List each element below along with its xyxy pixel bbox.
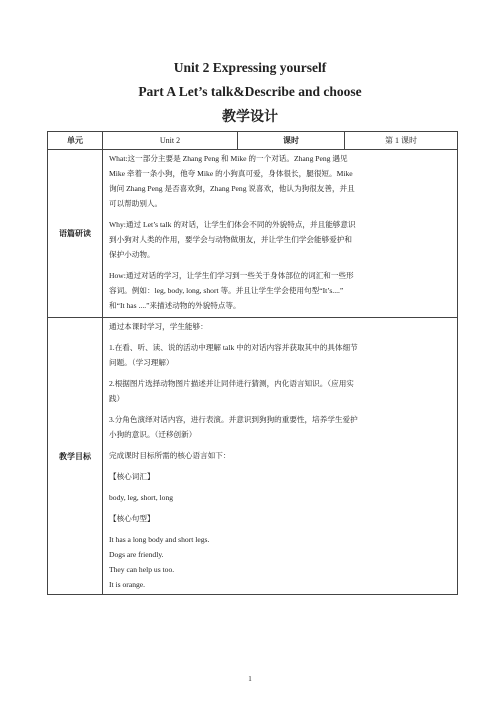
vocab-heading: 【核心词汇】 [109,472,155,481]
analysis-how-3: 和“It has ....”来描述动物的外貌特点等。 [109,301,241,310]
unit-value: Unit 2 [103,132,238,150]
analysis-what-3: 询问 Zhang Peng 是否喜欢狗，Zhang Peng 说喜欢，他认为狗很友善，并且 [109,184,355,193]
objective-1-line-1: 1.在看、听、读、说的活动中理解 talk 中的对话内容并获取其中的具体细节 [109,343,358,352]
analysis-what-4: 可以帮助别人。 [109,199,163,208]
lesson-plan-table [47,131,458,595]
unit-label: 单元 [48,132,103,150]
header-row [48,132,458,150]
title-unit: Unit 2 Expressing yourself [173,60,327,75]
analysis-what-1: What:这一部分主要是 Zhang Peng 和 Mike 的一个对话。Zhang Peng 遇见 [109,154,348,163]
objectives-label: 教学目标 [48,318,103,595]
analysis-why-2: 到小狗对人类的作用，要学会与动物做朋友，并让学生们学会能够爱护和 [109,235,352,244]
title-part: Part A Let’s talk&Describe and choose [138,84,362,99]
core-language-intro: 完成课时目标所需的核心语言如下： [109,451,231,460]
sentence-2: Dogs are friendly. [109,550,164,559]
objective-3-line-2: 小狗的意识。（迁移创新） [109,430,197,439]
objective-2-line-1: 2.根据图片选择动物图片描述并让同伴进行猜测，内化语言知识。（应用实 [109,379,354,388]
objective-2-line-2: 践） [109,394,125,403]
analysis-how-2: 容词。例如：leg, body, long, short 等。并且让学生学会使用句型“It’s....” [109,286,344,295]
objectives-content [103,318,458,595]
analysis-why-1: Why:通过 Let’s talk 的对话，让学生们体会不同的外貌特点，并且能够意识 [109,220,356,229]
sentence-heading: 【核心句型】 [109,514,155,523]
sentence-4: It is orange. [109,580,146,589]
objective-3-line-1: 3.分角色演绎对话内容，进行表演。并意识到狗狗的重要性，培养学生爱护 [109,415,358,424]
sentence-3: They can help us too. [109,565,175,574]
analysis-what-2: Mike 牵着一条小狗，他夸 Mike 的小狗真可爱，身体很长，腿很短。Mike [109,169,353,178]
analysis-row [48,150,458,318]
sentence-1: It has a long body and short legs. [109,535,210,544]
analysis-how-1: How:通过对话的学习，让学生们学习到一些关于身体部位的词汇和一些形 [109,271,354,280]
objectives-row [48,318,458,595]
lesson-label: 课时 [238,132,345,150]
title-design: 教学设计 [222,109,278,125]
objectives-intro: 通过本课时学习，学生能够： [109,322,208,331]
objective-1-line-2: 问题。（学习理解） [109,358,174,367]
vocab-list: body, leg, short, long [109,493,174,502]
page-number: 1 [248,675,252,683]
analysis-why-3: 保护小动物。 [109,250,155,259]
lesson-value: 第 1 课时 [345,132,458,150]
analysis-label: 语篇研读 [48,150,103,318]
analysis-content [103,150,458,318]
